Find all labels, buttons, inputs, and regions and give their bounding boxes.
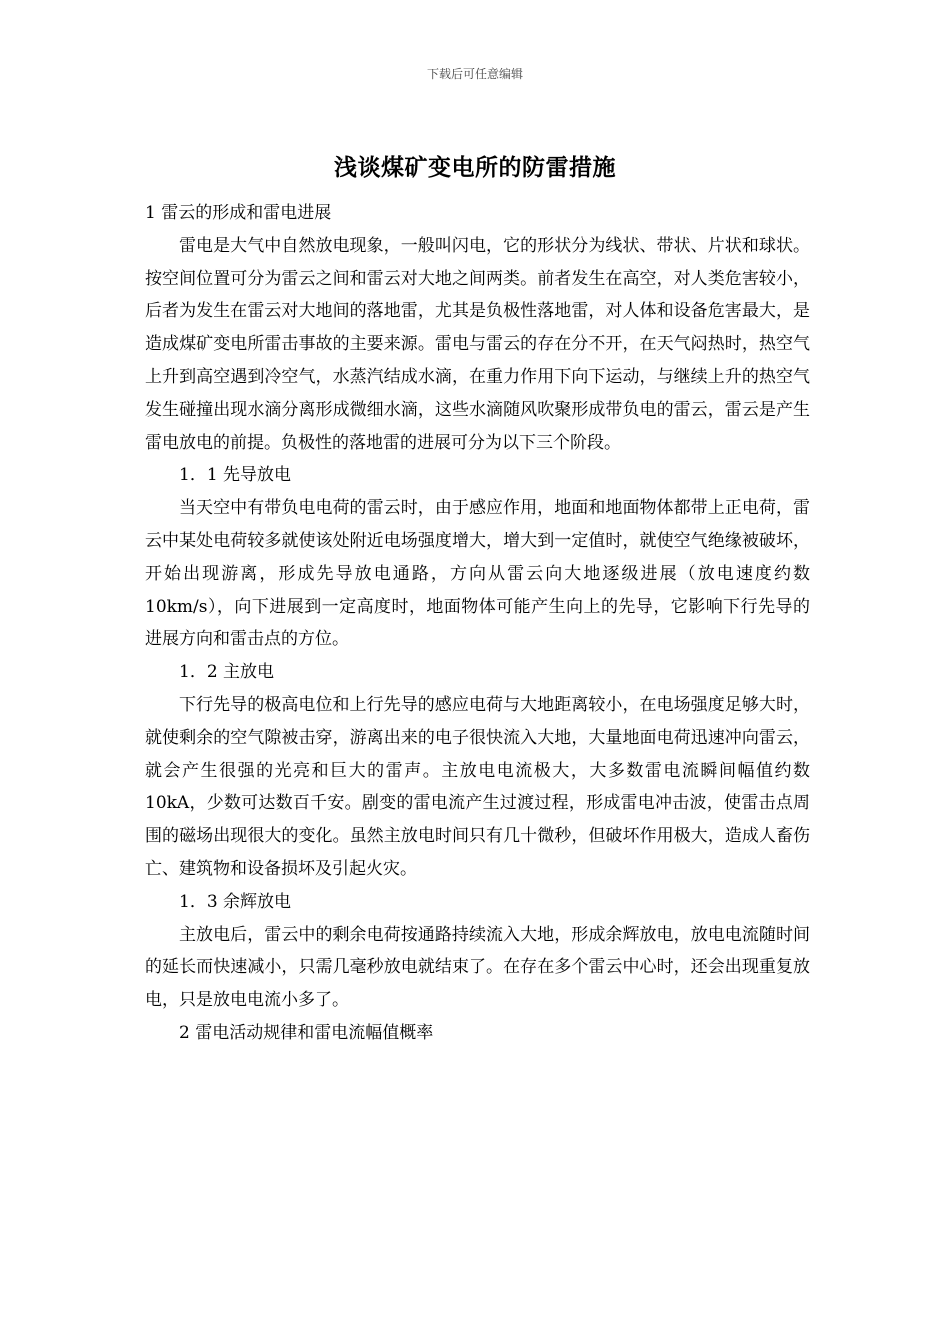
section-1-paragraph: 雷电是大气中自然放电现象，一般叫闪电，它的形状分为线状、带状、片状和球状。按空间位置可分为雷云之间和雷云对大地之间两类。前者发生在高空，对人类危害较小，后者为发生在雷云对大地间的落地雷，尤其是负极性落地雷，对人体和设备危害最大，是造成煤矿变电所雷击事故的主要来源。雷电与雷云的存在分不开，在天气闷热时，热空气上升到高空遇到冷空气，水蒸汽结成水滴，在重力作用下向下运动，与继续上升的热空气发生碰撞出现水滴分离形成微细水滴，这些水滴随风吹聚形成带负电的雷云，雷云是产生雷电放电的前提。负极性的落地雷的进展可分为以下三个阶段。: [145, 235, 810, 453]
subsection-1-1-paragraph: 当天空中有带负电电荷的雷云时，由于感应作用，地面和地面物体都带上正电荷，雷云中某处电荷较多就使该处附近电场强度增大，增大到一定值时，就使空气绝缘被破坏，开始出现游离，形成先导放电通路，方向从雷云向大地逐级进展（放电速度约数10km/s），向下进展到一定高度时，地面物体可能产生向上的先导，它影响下行先导的进展方向和雷击点的方位。: [145, 498, 810, 650]
section-1-heading: 1 雷云的形成和雷电进展: [145, 203, 332, 223]
document-title: 浅谈煤矿变电所的防雷措施: [334, 154, 616, 181]
header-note: 下载后可任意编辑: [426, 67, 523, 81]
subsection-1-2-heading: 1．2 主放电: [179, 662, 275, 683]
subsection-1-3-paragraph: 主放电后，雷云中的剩余电荷按通路持续流入大地，形成余辉放电，放电电流随时间的延长而快速减小，只需几毫秒放电就结束了。在存在多个雷云中心时，还会出现重复放电，只是放电电流小多了。: [145, 924, 810, 1011]
section-2-heading: 2 雷电活动规律和雷电流幅值概率: [179, 1022, 434, 1043]
document-body: [145, 197, 810, 1050]
subsection-1-2-paragraph: 下行先导的极高电位和上行先导的感应电荷与大地距离较小，在电场强度足够大时，就使剩余的空气隙被击穿，游离出来的电子很快流入大地，大量地面电荷迅速冲向雷云，就会产生很强的光亮和巨大的雷声。主放电电流极大，大多数雷电流瞬间幅值约数10kA，少数可达数百千安。剧变的雷电流产生过渡过程，形成雷电冲击波，使雷击点周围的磁场出现很大的变化。虽然主放电时间只有几十微秒，但破坏作用极大，造成人畜伤亡、建筑物和设备损坏及引起火灾。: [145, 694, 810, 879]
subsection-1-1-heading: 1．1 先导放电: [179, 465, 292, 486]
subsection-1-3-heading: 1．3 余辉放电: [179, 891, 292, 912]
